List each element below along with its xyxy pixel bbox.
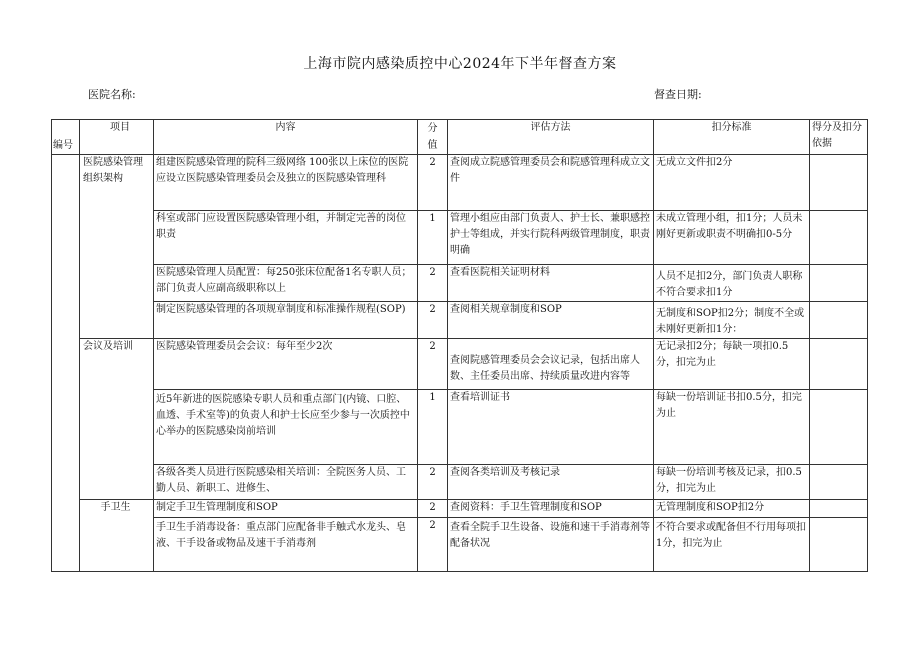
category-cell bbox=[80, 302, 154, 339]
category-cell: 手卫生 bbox=[80, 500, 154, 518]
table-row bbox=[52, 302, 868, 339]
table-row bbox=[52, 465, 868, 500]
method-cell: 查看全院手卫生设备、设施和速干手消毒剂等配备状况 bbox=[448, 518, 654, 572]
deduct-cell: 未成立管理小组，扣1分；人员未刚好更新或职责不明确扣0-5分 bbox=[654, 211, 810, 265]
content-cell: 科室或部门应设置医院感染管理小组，并制定完善的岗位职责 bbox=[154, 211, 418, 265]
content-cell: 各级各类人员进行医院感染相关培训：全院医务人员、工勤人员、新职工、进修生、 bbox=[154, 465, 418, 500]
row-number-cell bbox=[52, 390, 80, 465]
score-cell: 2 bbox=[418, 155, 448, 211]
deduct-cell: 无制度和SOP扣2分；制度不全或未刚好更新扣1分： bbox=[654, 302, 810, 339]
header-method: 评估方法 bbox=[448, 120, 654, 155]
table-row bbox=[52, 155, 868, 211]
basis-cell bbox=[810, 155, 868, 211]
method-cell: 查阅各类培训及考核记录 bbox=[448, 465, 654, 500]
content-cell: 近5年新进的医院感染专职人员和重点部门(内镜、口腔、血透、手术室等)的负责人和护士长应至少参与一次质控中心举办的医院感染岗前培训 bbox=[154, 390, 418, 465]
method-cell: 查阅资料：手卫生管理制度和SOP bbox=[448, 500, 654, 518]
table-header-row bbox=[52, 120, 868, 155]
basis-cell bbox=[810, 339, 868, 390]
method-cell: 查看医院相关证明材料 bbox=[448, 265, 654, 302]
category-cell bbox=[80, 265, 154, 302]
header-number: 编号 bbox=[52, 120, 80, 155]
content-cell: 医院感染管理人员配置：每250张床位配备1名专职人员；部门负责人应副高级职称以上 bbox=[154, 265, 418, 302]
row-number-cell bbox=[52, 155, 80, 211]
deduct-cell: 无管理制度和SOP扣2分 bbox=[654, 500, 810, 518]
category-cell bbox=[80, 465, 154, 500]
score-cell: 2 bbox=[418, 465, 448, 500]
method-cell: 查阅成立院感管理委员会和院感管理科成立文件 bbox=[448, 155, 654, 211]
content-cell: 医院感染管理委员会会议：每年至少2次 bbox=[154, 339, 418, 390]
document-title: 上海市院内感染质控中心2024年下半年督查方案 bbox=[303, 56, 617, 72]
method-cell: 查看培训证书 bbox=[448, 390, 654, 465]
category-cell bbox=[80, 211, 154, 265]
header-deduct: 扣分标准 bbox=[654, 120, 810, 155]
method-cell: 管理小组应由部门负责人、护士长、兼职感控护士等组成，并实行院科两级管理制度，职责明确 bbox=[448, 211, 654, 265]
content-cell: 制定医院感染管理的各项规章制度和标准操作规程(SOP) bbox=[154, 302, 418, 339]
score-cell: 2 bbox=[418, 500, 448, 518]
table-row bbox=[52, 500, 868, 518]
header-item: 项目 bbox=[80, 120, 154, 155]
basis-cell bbox=[810, 500, 868, 518]
score-cell: 1 bbox=[418, 211, 448, 265]
category-cell bbox=[80, 390, 154, 465]
category-cell bbox=[80, 518, 154, 572]
score-cell: 2 bbox=[418, 265, 448, 302]
table-row bbox=[52, 339, 868, 390]
inspection-table bbox=[51, 119, 868, 572]
row-number-cell bbox=[52, 302, 80, 339]
row-number-cell bbox=[52, 500, 80, 518]
score-cell: 1 bbox=[418, 390, 448, 465]
row-number-cell bbox=[52, 465, 80, 500]
score-cell: 2 bbox=[418, 339, 448, 390]
method-cell: 查阅相关规章制度和SOP bbox=[448, 302, 654, 339]
content-cell: 制定手卫生管理制度和SOP bbox=[154, 500, 418, 518]
basis-cell bbox=[810, 302, 868, 339]
header-content: 内容 bbox=[154, 120, 418, 155]
deduct-cell: 不符合要求或配备但不行用每项扣1分，扣完为止 bbox=[654, 518, 810, 572]
row-number-cell bbox=[52, 518, 80, 572]
basis-cell bbox=[810, 211, 868, 265]
basis-cell bbox=[810, 265, 868, 302]
row-number-cell bbox=[52, 339, 80, 390]
deduct-cell: 人员不足扣2分，部门负责人职称不符合要求扣1分 bbox=[654, 265, 810, 302]
table-row bbox=[52, 390, 868, 465]
deduct-cell: 每缺一份培训证书扣0.5分，扣完为止 bbox=[654, 390, 810, 465]
table-row bbox=[52, 518, 868, 572]
inspection-date-label: 督查日期: bbox=[654, 88, 702, 101]
header-score: 分 值 bbox=[418, 120, 448, 155]
row-number-cell bbox=[52, 211, 80, 265]
table-row bbox=[52, 211, 868, 265]
content-cell: 组建医院感染管理的院科三级网络 100张以上床位的医院应设立医院感染管理委员会及独立的医院感染管理科 bbox=[154, 155, 418, 211]
basis-cell bbox=[810, 518, 868, 572]
score-cell: 2 bbox=[418, 518, 448, 572]
method-cell: 查阅院感管理委员会会议记录，包括出席人数、主任委员出席、持续质量改进内容等 bbox=[448, 339, 654, 390]
content-cell: 手卫生手消毒设备：重点部门应配备非手触式水龙头、皂液、干手设备或物品及速干手消毒剂 bbox=[154, 518, 418, 572]
header-basis: 得分及扣分依据 bbox=[810, 120, 868, 155]
row-number-cell bbox=[52, 265, 80, 302]
basis-cell bbox=[810, 390, 868, 465]
category-cell: 会议及培训 bbox=[80, 339, 154, 390]
table-row bbox=[52, 265, 868, 302]
basis-cell bbox=[810, 465, 868, 500]
hospital-name-label: 医院名称: bbox=[88, 88, 136, 101]
deduct-cell: 无记录扣2分；每缺一项扣0.5分，扣完为止 bbox=[654, 339, 810, 390]
deduct-cell: 每缺一份培训考核及记录，扣0.5分，扣完为止 bbox=[654, 465, 810, 500]
deduct-cell: 无成立文件扣2分 bbox=[654, 155, 810, 211]
category-cell: 医院感染管理组织架构 bbox=[80, 155, 154, 211]
score-cell: 2 bbox=[418, 302, 448, 339]
